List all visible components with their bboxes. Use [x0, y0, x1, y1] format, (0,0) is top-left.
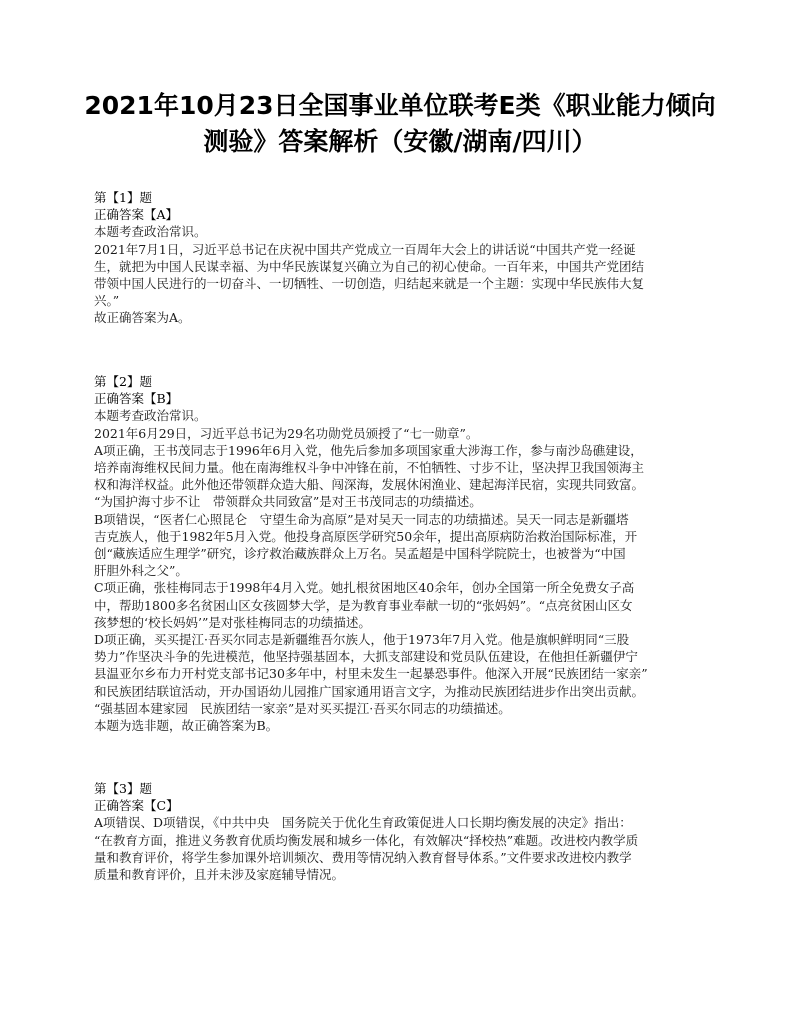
correct-answer: 正确答案【C】 [94, 798, 179, 814]
question-3 [94, 780, 710, 883]
explanation-line: A项错误、D项错误，《中共中央 国务院关于优化生育政策促进人口长期均衡发展的决定》指出： [94, 815, 632, 831]
conclusion-line: 故正确答案为A。 [94, 310, 191, 326]
explanation-line: “强基固本建家园 民族团结一家亲”是对买买提江·吾买尔同志的功绩描述。 [94, 700, 511, 716]
explanation-line: C项正确，张桂梅同志于1998年4月入党。她扎根贫困地区40余年，创办全国第一所全免费女子高 [94, 580, 635, 596]
explanation-line: 2021年6月29日，习近平总书记为29名功勋党员颁授了“七一勋章”。 [94, 425, 479, 441]
explanation-line: 2021年7月1日，习近平总书记在庆祝中国共产党成立一百周年大会上的讲话说“中国共产党一经诞 [94, 241, 636, 257]
conclusion-line: 本题为选非题，故正确答案为B。 [94, 718, 279, 734]
explanation-line: 带领中国人民进行的一切奋斗、一切牺牲、一切创造，归结起来就是一个主题：实现中华民族伟大复 [94, 276, 645, 292]
explanation-line: 孩梦想的‘校长妈妈’”是对张桂梅同志的功绩描述。 [94, 614, 371, 630]
explanation-line: 本题考查政治常识。 [94, 224, 207, 240]
explanation-line: 兴。” [94, 293, 120, 309]
question-1 [94, 189, 710, 327]
explanation-line: 量和教育评价，将学生参加课外培训频次、费用等情况纳入教育督导体系。”文件要求改进校内教学 [94, 849, 632, 865]
question-heading: 第【2】题 [94, 374, 152, 389]
explanation-line: 本题考查政治常识。 [94, 408, 207, 424]
question-heading: 第【3】题 [94, 781, 152, 796]
explanation-line: 中，帮助1800多名贫困山区女孩圆梦大学，是为教育事业奉献一切的“张妈妈”。“点亮贫困山区女 [94, 597, 633, 613]
document-title-line-2: 测验》答案解析（安徽/湖南/四川） [203, 127, 597, 156]
explanation-line: 和民族团结联谊活动，开办国语幼儿园推广国家通用语言文字，为推动民族团结进步作出突出贡献。 [94, 683, 645, 699]
explanation-line: 肝胆外科之父”。 [94, 563, 188, 579]
document-title [60, 88, 740, 160]
explanation-line: 权和海洋权益。此外他还带领群众造大船、闯深海，发展休闲渔业、建起海洋民宿，实现共同致富。 [94, 477, 645, 493]
explanation-line: “在教育方面，推进义务教育优质均衡发展和城乡一体化，有效解决“择校热”难题。改进校内教学质 [94, 832, 639, 848]
explanation-line: D项正确，买买提江·吾买尔同志是新疆维吾尔族人，他于1973年7月入党。他是旗帜鲜明同“三股 [94, 632, 630, 648]
explanation-line: A项正确，王书茂同志于1996年6月入党，他先后参加多项国家重大涉海工作，参与南沙岛礁建设， [94, 442, 643, 458]
correct-answer: 正确答案【A】 [94, 207, 179, 223]
explanation-line: 培养南海维权民间力量。他在南海维权斗争中冲锋在前，不怕牺牲、寸步不让，坚决捍卫我国领海主 [94, 460, 645, 476]
explanation-line: “为国护海寸步不让 带领群众共同致富”是对王书茂同志的功绩描述。 [94, 494, 482, 510]
explanation-line: 生，就把为中国人民谋幸福、为中华民族谋复兴确立为自己的初心使命。一百年来，中国共产党团结 [94, 258, 645, 274]
explanation-line: 势力”作坚决斗争的先进模范，他坚持强基固本，大抓支部建设和党员队伍建设，在他担任新疆伊宁 [94, 649, 638, 665]
explanation-line: 吉克族人，他于1982年5月入党。他投身高原医学研究50余年，提出高原病防治救治国际标准，开 [94, 528, 638, 544]
explanation-line: 质量和教育评价，且并未涉及家庭辅导情况。 [94, 867, 345, 883]
question-2 [94, 373, 710, 734]
explanation-line: 县温亚尔乡布力开村党支部书记30多年中，村里未发生一起暴恐事件。他深入开展“民族团结一家亲” [94, 666, 648, 682]
document-title-line-1: 2021年10月23日全国事业单位联考E类《职业能力倾向 [84, 91, 716, 120]
correct-answer: 正确答案【B】 [94, 391, 179, 407]
question-heading: 第【1】题 [94, 190, 152, 205]
explanation-line: 创“藏族适应生理学”研究，诊疗救治藏族群众上万名。吴孟超是中国科学院院士，也被誉为“中国 [94, 546, 626, 562]
explanation-line: B项错误，“医者仁心照昆仑 守望生命为高原”是对吴天一同志的功绩描述。吴天一同志是新疆塔 [94, 511, 629, 527]
